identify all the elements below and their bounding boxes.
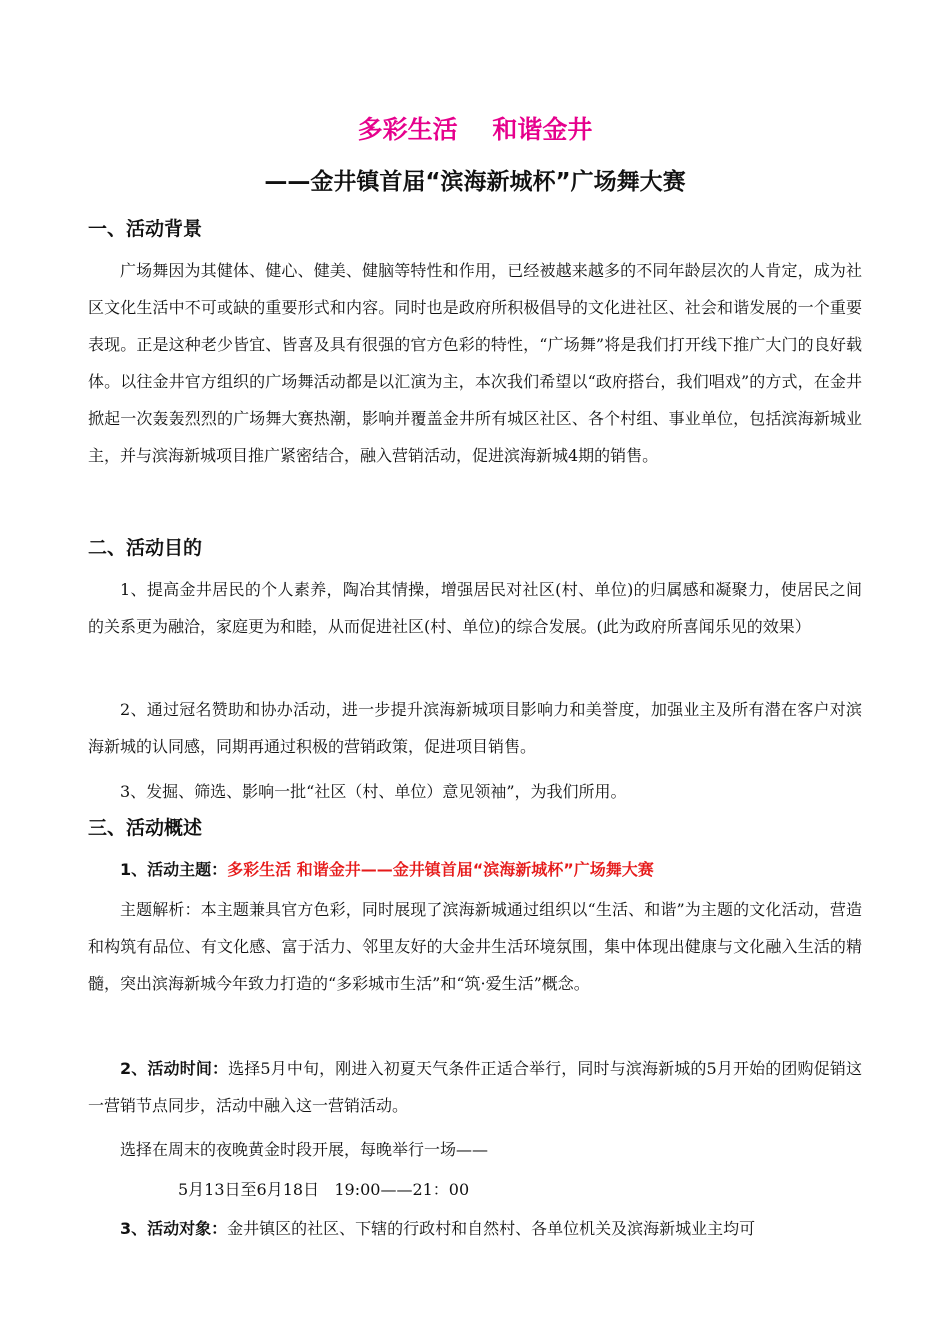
activity-time <box>88 1050 862 1124</box>
section-heading-background: 一、活动背景 <box>88 218 203 240</box>
document-subtitle: ——金井镇首届“滨海新城杯”广场舞大赛 <box>264 169 686 195</box>
purpose-item-2: 2、通过冠名赞助和协办活动，进一步提升滨海新城项目影响力和美誉度，加强业主及所有潜在客户对滨海新城的认同感，同期再通过积极的营销政策，促进项目销售。 <box>88 700 862 756</box>
activity-time-value: 选择5月中旬，刚进入初夏天气条件正适合举行，同时与滨海新城的5月开始的团购促销这一营销节点同步，活动中融入这一营销活动。 <box>88 1059 862 1115</box>
activity-theme-label: 1、活动主题： <box>120 860 228 879</box>
section-heading-overview: 三、活动概述 <box>88 817 203 839</box>
activity-time-label: 2、活动时间： <box>120 1059 229 1078</box>
purpose-item-3: 3、发掘、筛选、影响一批“社区（村、单位）意见领袖”，为我们所用。 <box>120 782 627 801</box>
schedule-intro: 选择在周末的夜晚黄金时段开展，每晚举行一场—— <box>120 1140 489 1159</box>
section-heading-purpose: 二、活动目的 <box>88 537 203 559</box>
activity-target-value: 金井镇区的社区、下辖的行政村和自然村、各单位机关及滨海新城业主均可 <box>227 1219 756 1238</box>
activity-target <box>88 1210 862 1247</box>
activity-theme-value: 多彩生活 和谐金井——金井镇首届“滨海新城杯”广场舞大赛 <box>227 860 654 879</box>
background-paragraph: 广场舞因为其健体、健心、健美、健脑等特性和作用，已经被越来越多的不同年龄层次的人肯定，成为社区文化生活中不可或缺的重要形式和内容。同时也是政府所积极倡导的文化进社区、社会和谐发展的一个重要表现。正是这种老少皆宜、皆喜及具有很强的官方色彩的特性，“广场舞”将是我们打开线下推广大门的良好载体。以往金井官方组织的广场舞活动都是以汇演为主，本次我们希望以“政府搭台，我们唱戏”的方式，在金井掀起一次轰轰烈烈的广场舞大赛热潮，影响并覆盖金井所有城区社区、各个村组、事业单位，包括滨海新城业主，并与滨海新城项目推广紧密结合，融入营销活动，促进滨海新城4期的销售。 <box>88 261 862 465</box>
activity-theme <box>88 851 862 888</box>
schedule-dates: 5月13日至6月18日 19:00——21：00 <box>178 1180 470 1199</box>
purpose-item-1: 1、提高金井居民的个人素养，陶冶其情操，增强居民对社区(村、单位)的归属感和凝聚力，使居民之间的关系更为融洽，家庭更为和睦，从而促进社区(村、单位)的综合发展。(此为政府所喜闻乐见的效果） <box>88 580 862 636</box>
document-title: 多彩生活 和谐金井 <box>357 115 593 144</box>
activity-target-label: 3、活动对象： <box>120 1219 228 1238</box>
theme-analysis-paragraph: 主题解析：本主题兼具官方色彩，同时展现了滨海新城通过组织以“生活、和谐”为主题的文化活动，营造和构筑有品位、有文化感、富于活力、邻里友好的大金井生活环境氛围，集中体现出健康与文化融入生活的精髓，突出滨海新城今年致力打造的“多彩城市生活”和“筑·爱生活”概念。 <box>88 900 862 993</box>
